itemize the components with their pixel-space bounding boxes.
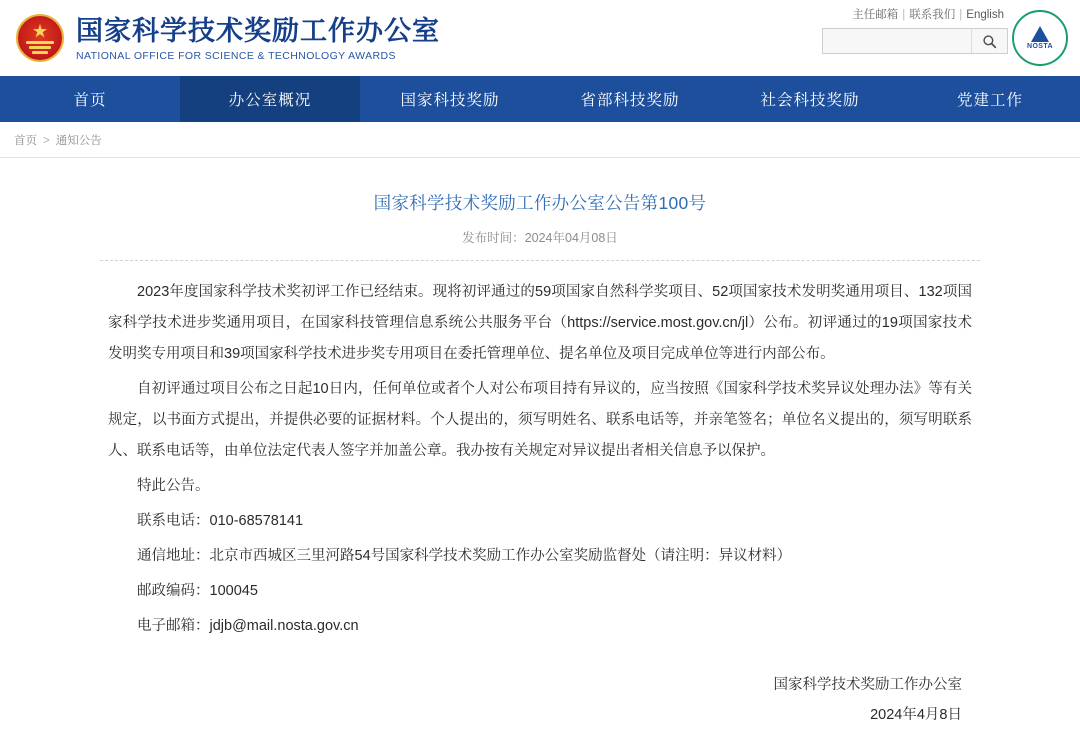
breadcrumb-current[interactable]: 通知公告 xyxy=(55,134,102,147)
article-paragraph-2: 自初评通过项目公布之日起10日内，任何单位或者个人对公布项目持有异议的，应当按照《国家科学技术奖异议处理办法》等有关规定，以书面方式提出，并提供必要的证据材料。个人提出的，须写明姓名、联系电话等，并亲笔签名；单位名义提出的，须写明联系人、联系电话等，由单位法定代表人签字并加盖公章。我办按有关规定对异议提出者相关信息予以保护。 xyxy=(108,381,972,459)
signature-date: 2024年4月8日 xyxy=(870,707,962,723)
nav-item-home[interactable]: 首页 xyxy=(73,92,107,109)
publish-date-value: 2024年04月08日 xyxy=(524,231,618,245)
search-bar xyxy=(822,28,1008,54)
nosta-badge-label: NOSTA xyxy=(1027,43,1053,50)
contact-email: 电子邮箱：jdjb@mail.nosta.gov.cn xyxy=(137,618,359,634)
national-emblem-icon: ★ xyxy=(14,12,66,64)
nosta-badge xyxy=(1012,10,1068,66)
signature-organization: 国家科学技术奖励工作办公室 xyxy=(773,677,962,693)
top-link-english[interactable]: English xyxy=(966,9,1004,21)
breadcrumb-home[interactable]: 首页 xyxy=(14,134,37,147)
contact-phone: 联系电话：010-68578141 xyxy=(137,513,304,529)
nav-item-social-awards[interactable]: 社会科技奖励 xyxy=(760,92,860,109)
article-paragraph-3: 特此公告。 xyxy=(137,478,210,494)
breadcrumb xyxy=(14,132,102,148)
contact-address: 通信地址：北京市西城区三里河路54号国家科学技术奖励工作办公室奖励监督处（请注明：异议材料） xyxy=(137,548,792,564)
top-links: 主任邮箱 | 联系我们 | English xyxy=(848,6,1008,22)
breadcrumb-separator: > xyxy=(43,134,50,147)
signature-block xyxy=(60,646,1020,730)
nosta-triangle-icon xyxy=(1031,26,1049,42)
article-paragraph-1: 2023年度国家科学技术奖初评工作已经结束。现将初评通过的59项国家自然科学奖项目、52项国家技术发明奖通用项目、132项国家科学技术进步奖通用项目，在国家科技管理信息系统公共服务平台（https://service.most.gov.cn/jl）公布。初评通过的19项国家技术发明奖专用项目和39项国家科学技术进步奖专用项目在委托管理单位、提名单位及项目完成单位等进行内部公布。 xyxy=(108,284,972,362)
breadcrumb-bar xyxy=(0,122,1080,158)
search-icon xyxy=(982,34,997,49)
nav-item-office-overview[interactable]: 办公室概况 xyxy=(180,76,360,122)
site-title-en: NATIONAL OFFICE FOR SCIENCE & TECHNOLOGY AWARDS xyxy=(76,49,396,62)
header-utilities xyxy=(822,6,1068,54)
publish-date-label: 发布时间： xyxy=(462,231,525,245)
site-logo[interactable] xyxy=(14,12,440,64)
nav-item-provincial-awards[interactable]: 省部科技奖励 xyxy=(580,92,680,109)
site-header xyxy=(0,0,1080,76)
search-input[interactable] xyxy=(823,29,971,53)
top-link-contact[interactable]: 联系我们 xyxy=(909,9,956,21)
article-body xyxy=(60,261,1020,642)
page-title: 国家科学技术奖励工作办公室公告第100号 xyxy=(373,193,707,213)
contact-postcode: 邮政编码：100045 xyxy=(137,583,258,599)
publish-date xyxy=(60,228,1020,246)
nav-item-party-work[interactable]: 党建工作 xyxy=(956,92,1023,109)
nav-item-national-awards[interactable]: 国家科技奖励 xyxy=(400,92,500,109)
main-navigation xyxy=(0,76,1080,122)
search-button[interactable] xyxy=(971,29,1007,53)
article xyxy=(0,158,1080,730)
top-link-mailbox[interactable]: 主任邮箱 xyxy=(852,9,899,21)
site-title-cn: 国家科学技术奖励工作办公室 xyxy=(76,15,440,46)
